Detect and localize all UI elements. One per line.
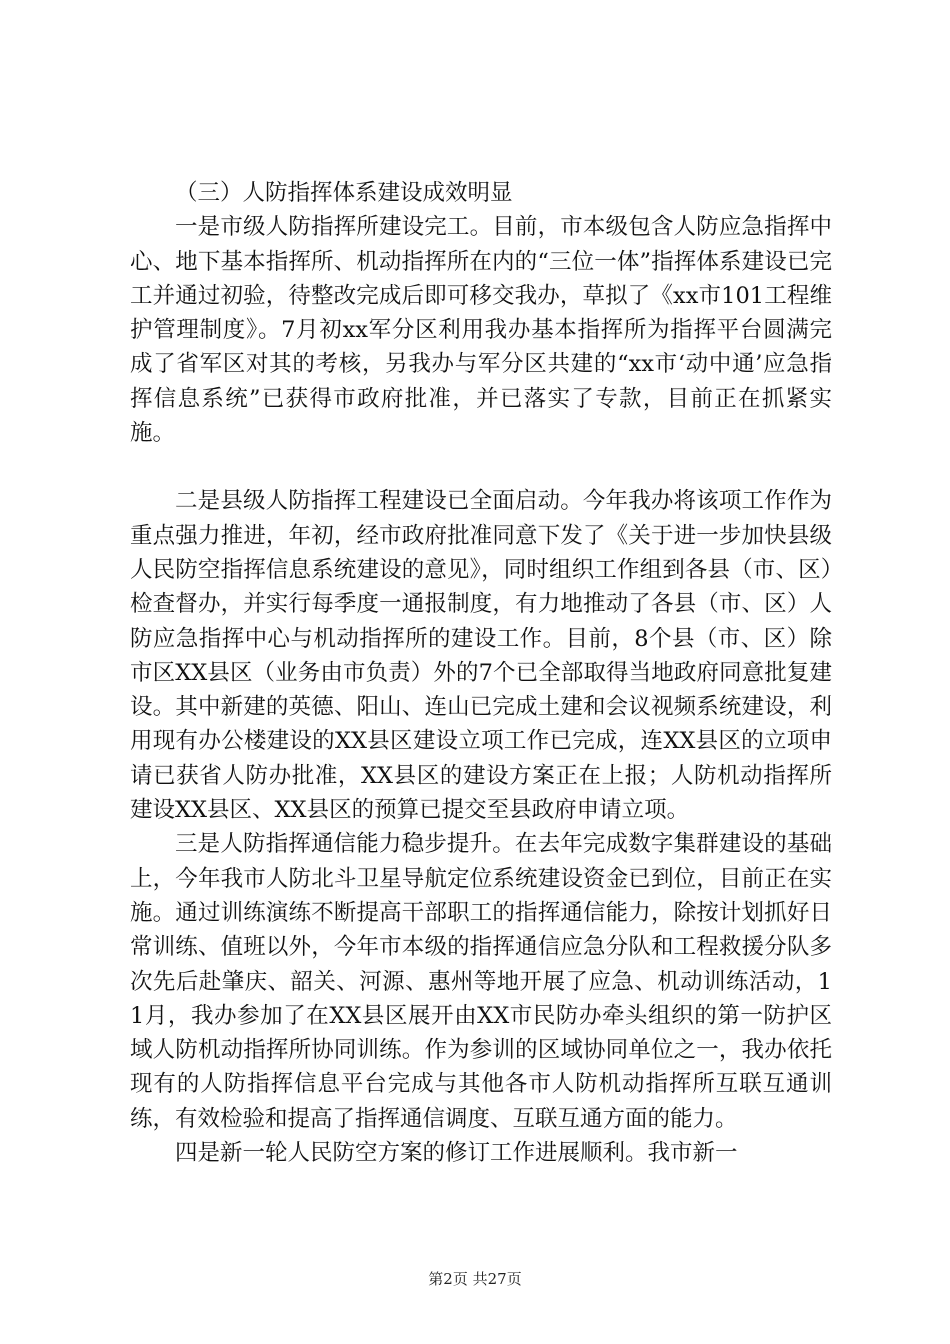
- paragraph-4: 四是新一轮人民防空方案的修订工作进展顺利。我市新一: [175, 1140, 738, 1167]
- section-heading: （三）人防指挥体系建设成效明显: [175, 180, 513, 206]
- document-body: [130, 176, 832, 1170]
- paragraph-1: 一是市级人防指挥所建设完工。目前，市本级包含人防应急指挥中心、地下基本指挥所、机动指挥所在内的“三位一体”指挥体系建设已完工并通过初验，待整改完成后即可移交我办，草拟了《xx市101工程维护管理制度》。7月初xx军分区利用我办基本指挥所为指挥平台圆满完成了省军区对其的考核，另我办与军分区共建的“xx市‘动中通’应急指挥信息系统”已获得市政府批准，并已落实了专款，目前正在抓紧实施。: [130, 214, 832, 447]
- paragraph-3: 三是人防指挥通信能力稳步提升。在去年完成数字集群建设的基础上，今年我市人防北斗卫星导航定位系统建设资金已到位，目前正在实施。通过训练演练不断提高干部职工的指挥通信能力，除按计划抓好日常训练、值班以外，今年市本级的指挥通信应急分队和工程救援分队多次先后赴肇庆、韶关、河源、惠州等地开展了应急、机动训练活动，11月，我办参加了在XX县区展开由XX市民防办牵头组织的第一防护区域人防机动指挥所协同训练。作为参训的区域协同单位之一，我办依托现有的人防指挥信息平台完成与其他各市人防机动指挥所互联互通训练，有效检验和提高了指挥通信调度、互联互通方面的能力。: [130, 831, 832, 1132]
- page-number-footer: 第2页 共27页: [428, 1270, 522, 1288]
- paragraph-spacer: [130, 450, 832, 484]
- paragraph-2: 二是县级人防指挥工程建设已全面启动。今年我办将该项工作作为重点强力推进，年初，经市政府批准同意下发了《关于进一步加快县级人民防空指挥信息系统建设的意见》，同时组织工作组到各县（市、区）检查督办，并实行每季度一通报制度，有力地推动了各县（市、区）人防应急指挥中心与机动指挥所的建设工作。目前，8个县（市、区）除市区XX县区（业务由市负责）外的7个已全部取得当地政府同意批复建设。其中新建的英德、阳山、连山已完成土建和会议视频系统建设，利用现有办公楼建设的XX县区建设立项工作已完成，连XX县区的立项申请已获省人防办批准，XX县区的建设方案正在上报；人防机动指挥所建设XX县区、XX县区的预算已提交至县政府申请立项。: [130, 488, 832, 824]
